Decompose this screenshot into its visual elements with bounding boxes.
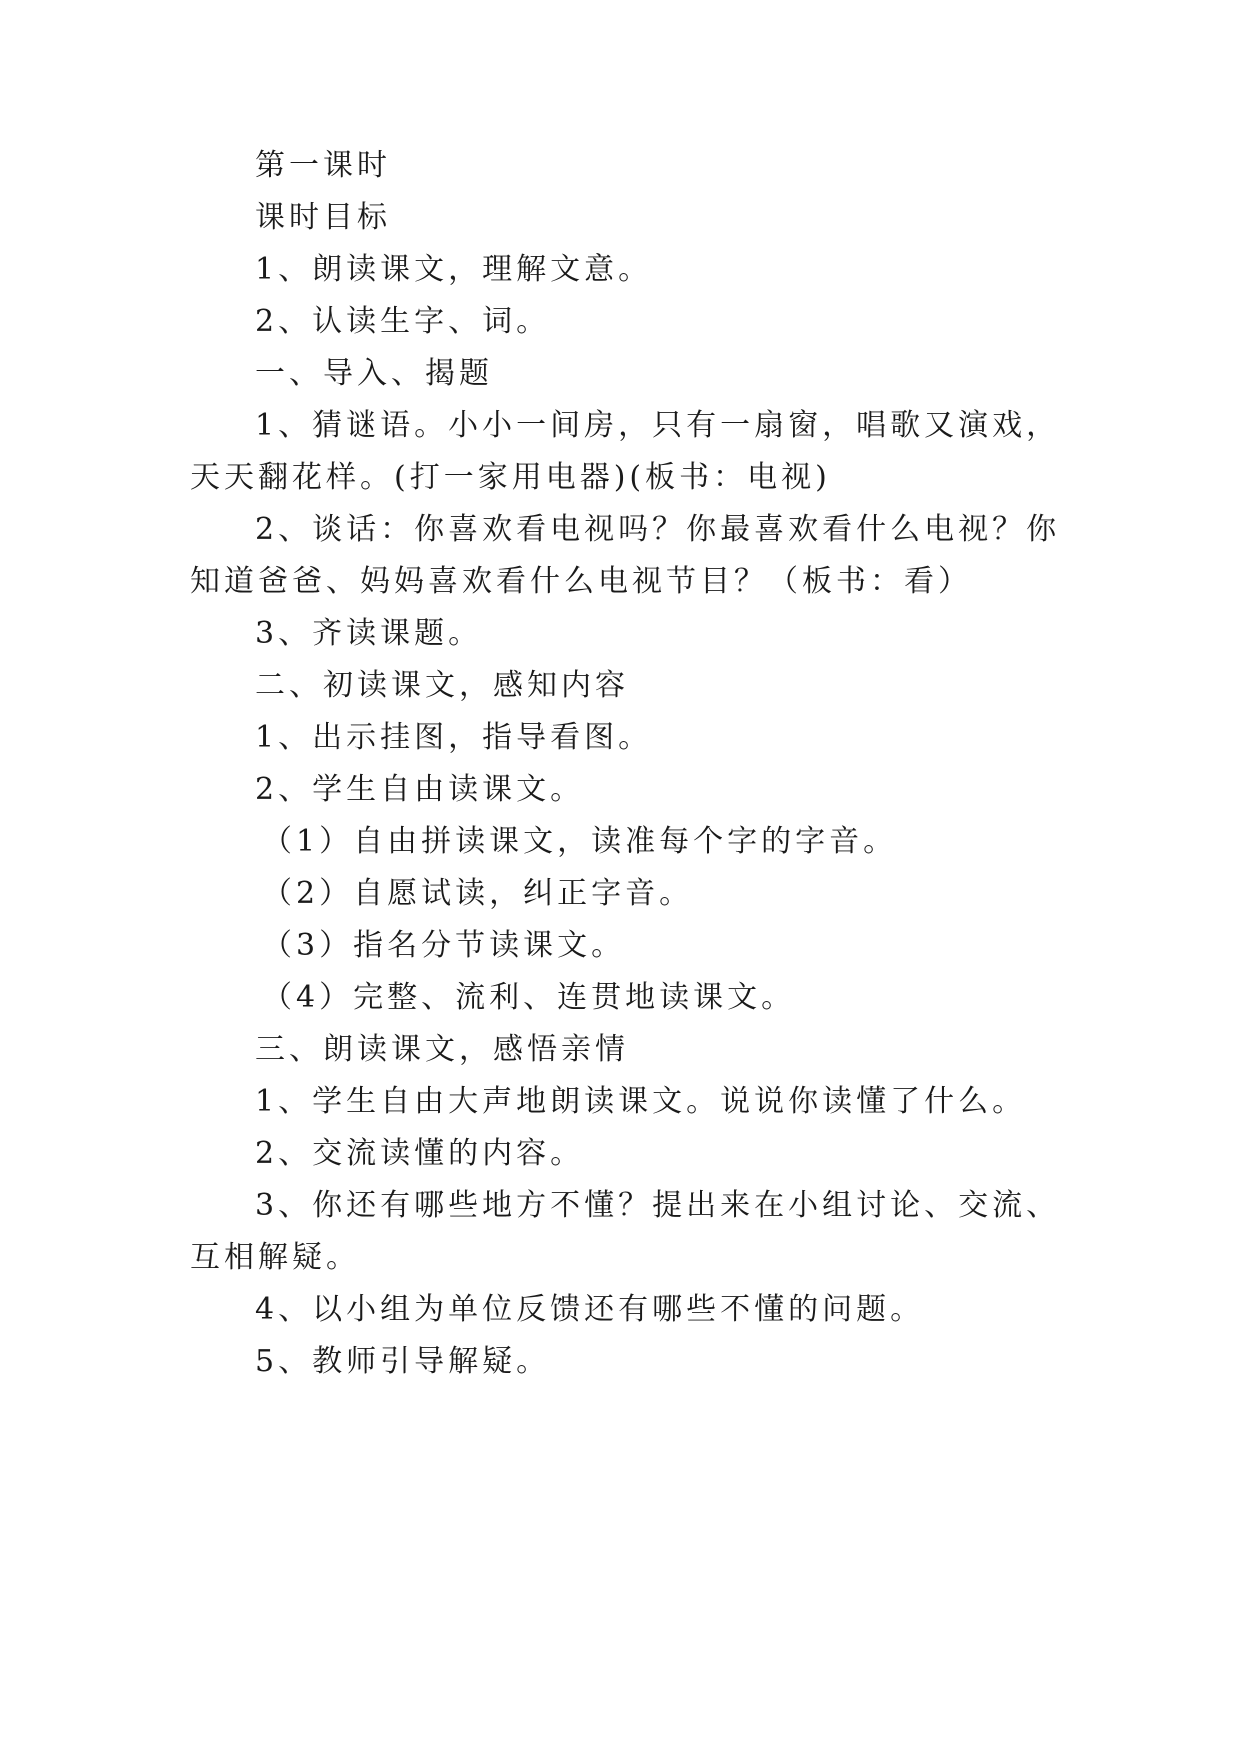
paragraph-line: 1、学生自由大声地朗读课文。说说你读懂了什么。	[255, 1084, 1027, 1119]
paragraph-line: 2、谈话：你喜欢看电视吗？你最喜欢看什么电视？你	[255, 512, 1061, 547]
paragraph-line: 3、齐读课题。	[255, 616, 483, 651]
section-heading: 三、朗读课文，感悟亲情	[255, 1032, 629, 1067]
objective-item: 1、朗读课文，理解文意。	[255, 252, 653, 287]
objectives-heading: 课时目标	[255, 200, 391, 235]
section-heading: 一、导入、揭题	[255, 356, 493, 391]
sub-item: （4）完整、流利、连贯地读课文。	[262, 980, 796, 1015]
paragraph-line: 2、交流读懂的内容。	[255, 1136, 585, 1171]
paragraph-line: 知道爸爸、妈妈喜欢看什么电视节目？（板书：看）	[190, 564, 972, 599]
paragraph-line: 1、猜谜语。小小一间房，只有一扇窗，唱歌又演戏，	[255, 408, 1061, 443]
sub-item: （2）自愿试读，纠正字音。	[262, 876, 694, 911]
paragraph-line: 互相解疑。	[190, 1240, 360, 1275]
objective-item: 2、认读生字、词。	[255, 304, 551, 339]
sub-item: （1）自由拼读课文，读准每个字的字音。	[262, 824, 898, 859]
paragraph-line: 2、学生自由读课文。	[255, 772, 585, 807]
paragraph-line: 5、教师引导解疑。	[255, 1344, 551, 1379]
section-heading: 二、初读课文，感知内容	[255, 668, 629, 703]
sub-item: （3）指名分节读课文。	[262, 928, 626, 963]
paragraph-line: 天天翻花样。(打一家用电器)(板书：电视)	[190, 460, 831, 495]
lesson-heading: 第一课时	[255, 148, 391, 183]
paragraph-line: 1、出示挂图，指导看图。	[255, 720, 653, 755]
paragraph-line: 4、以小组为单位反馈还有哪些不懂的问题。	[255, 1292, 925, 1327]
paragraph-line: 3、你还有哪些地方不懂？提出来在小组讨论、交流、	[255, 1188, 1061, 1223]
